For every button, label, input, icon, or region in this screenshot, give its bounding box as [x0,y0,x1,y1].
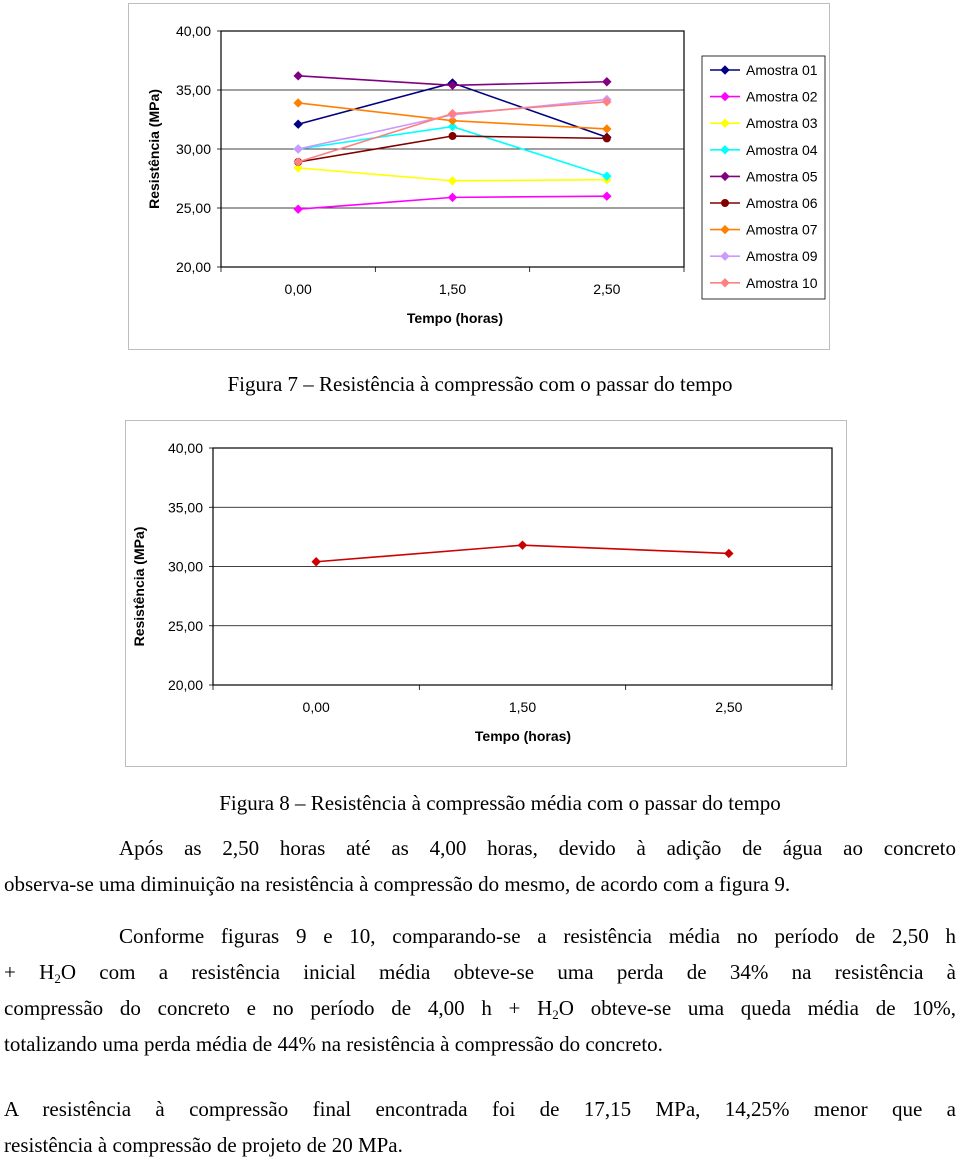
chart1-y-axis-title: Resistência (MPa) [146,89,162,209]
chart1-y-tick-label: 20,00 [175,259,211,275]
chart1-x-tick-label: 2,50 [593,281,621,297]
paragraph-2-line-2-rest: O com a resistência inicial média obteve-se uma perda de 34% na resistência à [60,960,957,984]
chart1-legend-label: Amostra 09 [746,248,818,265]
chart2-y-tick-label: 30,00 [167,558,203,575]
chart1-y-tick-label: 40,00 [175,23,211,39]
figure-8-chart [125,420,847,767]
chart2-x-axis-title: Tempo (horas) [474,728,572,744]
chart2-y-tick-label: 35,00 [167,499,203,516]
paragraph-2-line-3-start: compressão do concreto e no período de 4,00 h + H [4,996,553,1020]
paragraph-2-line-4: totalizando uma perda média de 44% na resistência à compressão do concreto. [4,1032,663,1056]
subscript-2: 2 [54,971,61,986]
figure-7-chart [128,3,830,350]
chart2-y-tick-label: 25,00 [167,617,203,634]
chart1-legend-label: Amostra 03 [746,115,818,132]
chart1-legend-marker [722,200,729,207]
chart1-legend-label: Amostra 06 [746,195,818,211]
chart1-legend-label: Amostra 04 [746,141,818,158]
paragraph-2-line-1: Conforme figuras 9 e 10, comparando-se a resistência média no período de 2,50 h [119,924,956,948]
paragraph-2 [4,918,956,1062]
chart1-x-axis-title: Tempo (horas) [406,310,504,326]
paragraph-3-line-2: resistência à compressão de projeto de 20 MPa. [4,1133,403,1157]
chart2-y-tick-label: 20,00 [167,677,203,693]
chart1-y-tick-label: 30,00 [175,141,211,157]
paragraph-2-line-3 [4,990,956,1026]
paragraph-1-line-2: observa-se uma diminuição na resistência à compressão do mesmo, de acordo com a figura 9. [4,872,791,896]
paragraph-2-line-3-rest: O obteve-se uma queda média de 10%, [558,996,956,1020]
chart1-legend-label: Amostra 02 [746,88,818,105]
chart2-y-axis-title: Resistência (MPa) [131,526,147,647]
chart1-data-point [449,133,456,140]
chart2-x-tick-label: 2,50 [715,699,743,715]
chart1-x-tick-label: 0,00 [284,281,312,297]
chart1-legend-label: Amostra 07 [746,221,818,238]
chart1-legend-label: Amostra 10 [746,274,818,291]
chart1-x-tick-label: 1,50 [438,281,467,297]
plus-h-text: + H [4,960,55,984]
paragraph-1-line-1: Após as 2,50 horas até as 4,00 horas, devido à adição de água ao concreto [119,836,956,860]
paragraph-1 [4,830,956,902]
figure-8-caption: Figura 8 – Resistência à compressão média com o passar do tempo [219,791,781,815]
chart2-y-tick-label: 40,00 [167,440,203,456]
chart1-legend-label: Amostra 01 [746,62,818,78]
figure-7-plot [129,4,829,349]
chart2-x-tick-label: 1,50 [508,699,537,715]
chart1-legend-label: Amostra 05 [746,168,818,185]
figure-8-plot [126,421,846,766]
paragraph-3 [4,1091,956,1163]
paragraph-3-line-1: A resistência à compressão final encontrada foi de 17,15 MPa, 14,25% menor que a [4,1097,956,1121]
chart1-data-point [603,135,610,142]
chart1-y-tick-label: 25,00 [175,200,211,216]
chart2-x-tick-label: 0,00 [302,699,330,715]
chart1-y-tick-label: 35,00 [175,82,211,98]
paragraph-2-line-2 [4,954,956,990]
subscript-2: 2 [552,1007,559,1022]
figure-7-caption: Figura 7 – Resistência à compressão com o passar do tempo [227,372,733,396]
